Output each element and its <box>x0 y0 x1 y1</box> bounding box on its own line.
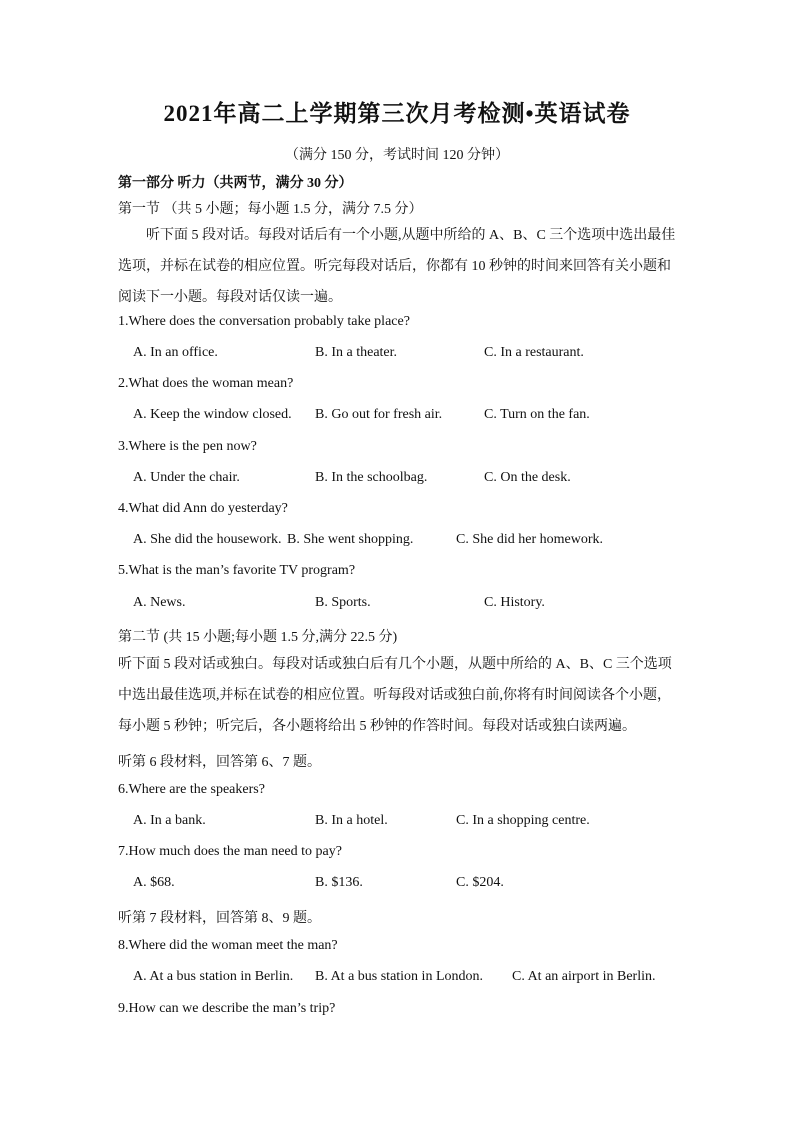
q8-option-a: A. At a bus station in Berlin. <box>133 969 294 984</box>
q2-option-b: B. Go out for fresh air. <box>315 407 443 422</box>
q1-option-c: C. In a restaurant. <box>484 345 584 360</box>
section1-heading: 第一节 （共 5 小题；每小题 1.5 分，满分 7.5 分） <box>118 202 423 217</box>
q3-option-a: A. Under the chair. <box>133 470 240 485</box>
q6-option-c: C. In a shopping centre. <box>456 813 590 828</box>
section2-heading: 第二节 (共 15 小题;每小题 1.5 分,满分 22.5 分) <box>118 630 398 645</box>
q3-option-c: C. On the desk. <box>484 470 571 485</box>
q5-option-c: C. History. <box>484 595 545 610</box>
material-7-instruction: 听第 7 段材料，回答第 8、9 题。 <box>118 911 321 926</box>
question-4: 4.What did Ann do yesterday? <box>118 501 288 516</box>
q7-option-b: B. $136. <box>315 875 363 890</box>
q6-option-b: B. In a hotel. <box>315 813 388 828</box>
q2-option-c: C. Turn on the fan. <box>484 407 590 422</box>
exam-title: 2021年高二上学期第三次月考检测•英语试卷 <box>163 101 631 126</box>
q6-option-a: A. In a bank. <box>133 813 206 828</box>
q8-option-b: B. At a bus station in London. <box>315 969 483 984</box>
question-2: 2.What does the woman mean? <box>118 376 294 391</box>
q1-option-b: B. In a theater. <box>315 345 398 360</box>
q1-option-a: A. In an office. <box>133 345 218 360</box>
q3-option-b: B. In the schoolbag. <box>315 470 428 485</box>
question-5: 5.What is the man’s favorite TV program? <box>118 563 356 578</box>
q7-option-c: C. $204. <box>456 875 504 890</box>
q5-option-b: B. Sports. <box>315 595 371 610</box>
question-9: 9.How can we describe the man’s trip? <box>118 1001 336 1016</box>
exam-subtitle: （满分 150 分，考试时间 120 分钟） <box>285 148 509 163</box>
q2-option-a: A. Keep the window closed. <box>133 407 292 422</box>
q4-option-c: C. She did her homework. <box>456 532 603 547</box>
section1-instructions: 听下面 5 段对话。每段对话后有一个小题,从题中所给的 A、B、C 三个选项中选出最佳选项，并标在试卷的相应位置。听完每段对话后，你都有 10 秒钟的时间来回答有关小题和阅读下一小题。每段对话仅读一遍。 <box>118 228 676 305</box>
q8-option-c: C. At an airport in Berlin. <box>512 969 656 984</box>
q5-option-a: A. News. <box>133 595 186 610</box>
section2-instructions: 听下面 5 段对话或独白。每段对话或独白后有几个小题，从题中所给的 A、B、C 三个选项中选出最佳选项,并标在试卷的相应位置。听每段对话或独白前,你将有时间阅读各个小题，每小题 5 秒钟；听完后，各小题将给出 5 秒钟的作答时间。每段对话或独白读两遍。 <box>118 657 672 734</box>
q4-option-a: A. She did the housework. <box>133 532 282 547</box>
question-3: 3.Where is the pen now? <box>118 439 257 454</box>
question-1: 1.Where does the conversation probably take place? <box>118 314 410 329</box>
question-6: 6.Where are the speakers? <box>118 782 265 797</box>
q7-option-a: A. $68. <box>133 875 175 890</box>
material-6-instruction: 听第 6 段材料，回答第 6、7 题。 <box>118 755 321 770</box>
q4-option-b: B. She went shopping. <box>287 532 414 547</box>
question-7: 7.How much does the man need to pay? <box>118 844 342 859</box>
part1-heading: 第一部分 听力（共两节，满分 30 分） <box>118 176 353 191</box>
question-8: 8.Where did the woman meet the man? <box>118 938 338 953</box>
